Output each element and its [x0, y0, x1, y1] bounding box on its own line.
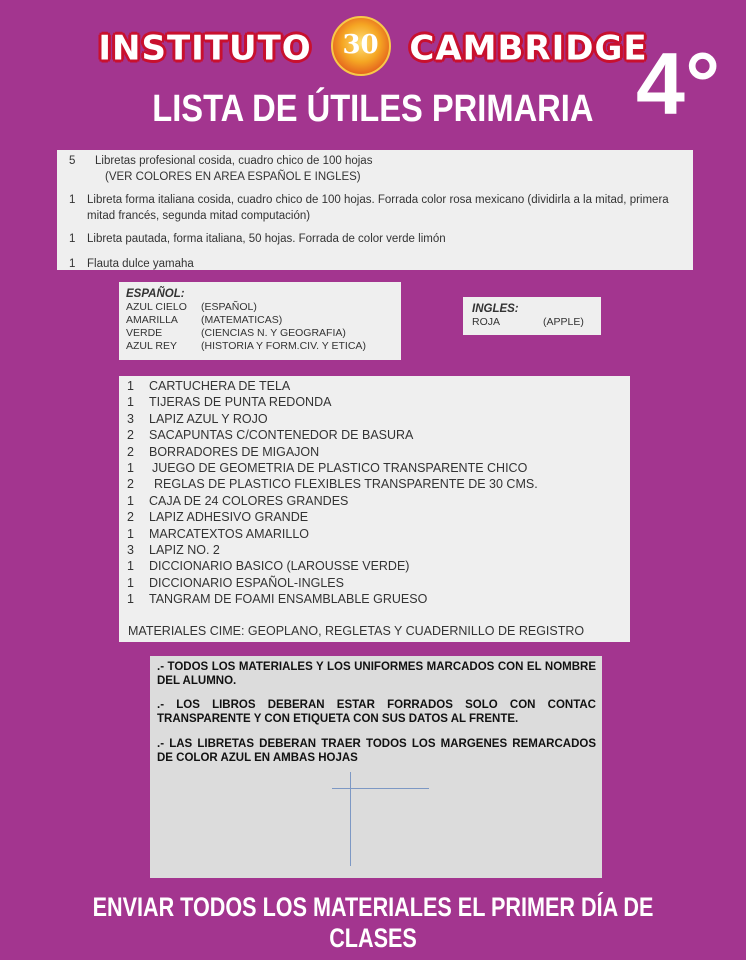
item-quantity: 1: [127, 592, 134, 607]
color-subject: (CIENCIAS N. Y GEOGRAFIA): [201, 327, 346, 339]
item-text: BORRADORES DE MIGAJON: [149, 444, 320, 459]
item-text: REGLAS DE PLASTICO FLEXIBLES TRANSPARENTE DE 30 CMS.: [154, 477, 538, 492]
note-text: .- LOS LIBROS DEBERAN ESTAR FORRADOS SOLO CON CONTAC TRANSPARENTE Y CON ETIQUETA CON SUS DATOS AL FRENTE.: [157, 699, 596, 725]
item-text: LAPIZ AZUL Y ROJO: [149, 411, 268, 426]
notebook-item: [57, 256, 685, 272]
notebook-item: [57, 153, 685, 185]
color-row: [119, 314, 401, 327]
cime-materials: MATERIALES CIME: GEOPLANO, REGLETAS Y CUADERNILLO DE REGISTRO: [128, 624, 585, 638]
color-subject: (MATEMATICAS): [201, 314, 283, 326]
color-subject: (APPLE): [543, 316, 584, 328]
espanol-colors-box: [119, 282, 401, 360]
item-text: DICCIONARIO BASICO (LAROUSSE VERDE): [149, 559, 410, 574]
page-title: LISTA DE ÚTILES PRIMARIA: [152, 88, 594, 130]
footer-message: ENVIAR TODOS LOS MATERIALES EL PRIMER DÍA DE CLASES: [92, 892, 654, 953]
item-text: Libreta forma italiana cosida, cuadro chico de 100 hojas. Forrada color rosa mexicano (dividirla a la mitad, primera mitad francés, segunda mitad computación): [87, 194, 669, 222]
item-quantity: 2: [127, 428, 134, 443]
item-text: LAPIZ NO. 2: [149, 543, 220, 557]
item-text: LAPIZ ADHESIVO GRANDE: [149, 510, 309, 525]
item-quantity: 1: [69, 258, 76, 270]
color-name: VERDE: [126, 327, 163, 339]
color-name: AZUL CIELO: [126, 301, 187, 313]
item-text: CARTUCHERA DE TELA: [149, 379, 291, 393]
item-text: CAJA DE 24 COLORES GRANDES: [149, 493, 349, 508]
color-name: AZUL REY: [126, 340, 177, 352]
institute-logo: [0, 20, 746, 80]
brand-right-text: CAMBRIDGE: [409, 28, 648, 69]
item-text: SACAPUNTAS C/CONTENEDOR DE BASURA: [149, 428, 414, 443]
item-text: Libretas profesional cosida, cuadro chico de 100 hojas: [95, 155, 373, 167]
color-row: [463, 316, 601, 329]
item-quantity: 1: [127, 395, 134, 410]
item-quantity: 3: [127, 543, 134, 557]
item-quantity: 1: [127, 461, 134, 475]
espanol-heading: ESPAÑOL:: [126, 288, 185, 300]
item-quantity: 2: [127, 444, 134, 459]
notes-box: [150, 656, 602, 878]
item-quantity: 1: [69, 233, 76, 245]
color-subject: (ESPAÑOL): [201, 301, 257, 313]
item-text: DICCIONARIO ESPAÑOL-INGLES: [149, 575, 344, 590]
margin-line-horizontal: [332, 788, 429, 789]
note-text: .- TODOS LOS MATERIALES Y LOS UNIFORMES MARCADOS CON EL NOMBRE DEL ALUMNO.: [157, 661, 596, 687]
item-subtext: (VER COLORES EN AREA ESPAÑOL E INGLES): [105, 171, 361, 183]
color-row: [119, 327, 401, 340]
margin-line-vertical: [350, 772, 351, 866]
item-text: Libreta pautada, forma italiana, 50 hojas. Forrada de color verde limón: [87, 233, 446, 245]
item-text: JUEGO DE GEOMETRIA DE PLASTICO TRANSPARENTE CHICO: [152, 461, 528, 475]
item-quantity: 1: [69, 194, 76, 206]
note-text: .- LAS LIBRETAS DEBERAN TRAER TODOS LOS MARGENES REMARCADOS DE COLOR AZUL EN AMBAS HOJAS: [157, 738, 596, 764]
item-text: TANGRAM DE FOAMI ENSAMBLABLE GRUESO: [149, 592, 428, 607]
item-quantity: 2: [127, 510, 134, 525]
item-text: Flauta dulce yamaha: [87, 258, 194, 270]
color-subject: (HISTORIA Y FORM.CIV. Y ETICA): [201, 340, 366, 352]
item-quantity: 3: [127, 411, 134, 426]
color-row: [119, 301, 401, 314]
item-quantity: 1: [127, 559, 134, 574]
item-quantity: 1: [127, 575, 134, 590]
color-name: ROJA: [472, 316, 501, 328]
color-name: AMARILLA: [126, 314, 178, 326]
item-quantity: 1: [127, 526, 134, 541]
item-quantity: 1: [127, 379, 134, 393]
item-text: TIJERAS DE PUNTA REDONDA: [149, 395, 332, 410]
brand-left-text: INSTITUTO: [98, 28, 312, 69]
item-quantity: 5: [69, 155, 76, 167]
notebook-item: [57, 192, 685, 224]
color-row: [119, 340, 401, 353]
ingles-colors-box: [463, 297, 601, 335]
materials-box: [119, 376, 630, 642]
ingles-heading: INGLES:: [472, 303, 519, 315]
grade-label: 4°: [636, 34, 721, 133]
item-text: MARCATEXTOS AMARILLO: [149, 526, 309, 541]
anniversary-30-emblem: 30: [331, 16, 391, 76]
item-quantity: 1: [127, 493, 134, 508]
item-quantity: 2: [127, 477, 134, 492]
notebooks-box: [57, 150, 693, 270]
notebook-item: [57, 231, 685, 247]
